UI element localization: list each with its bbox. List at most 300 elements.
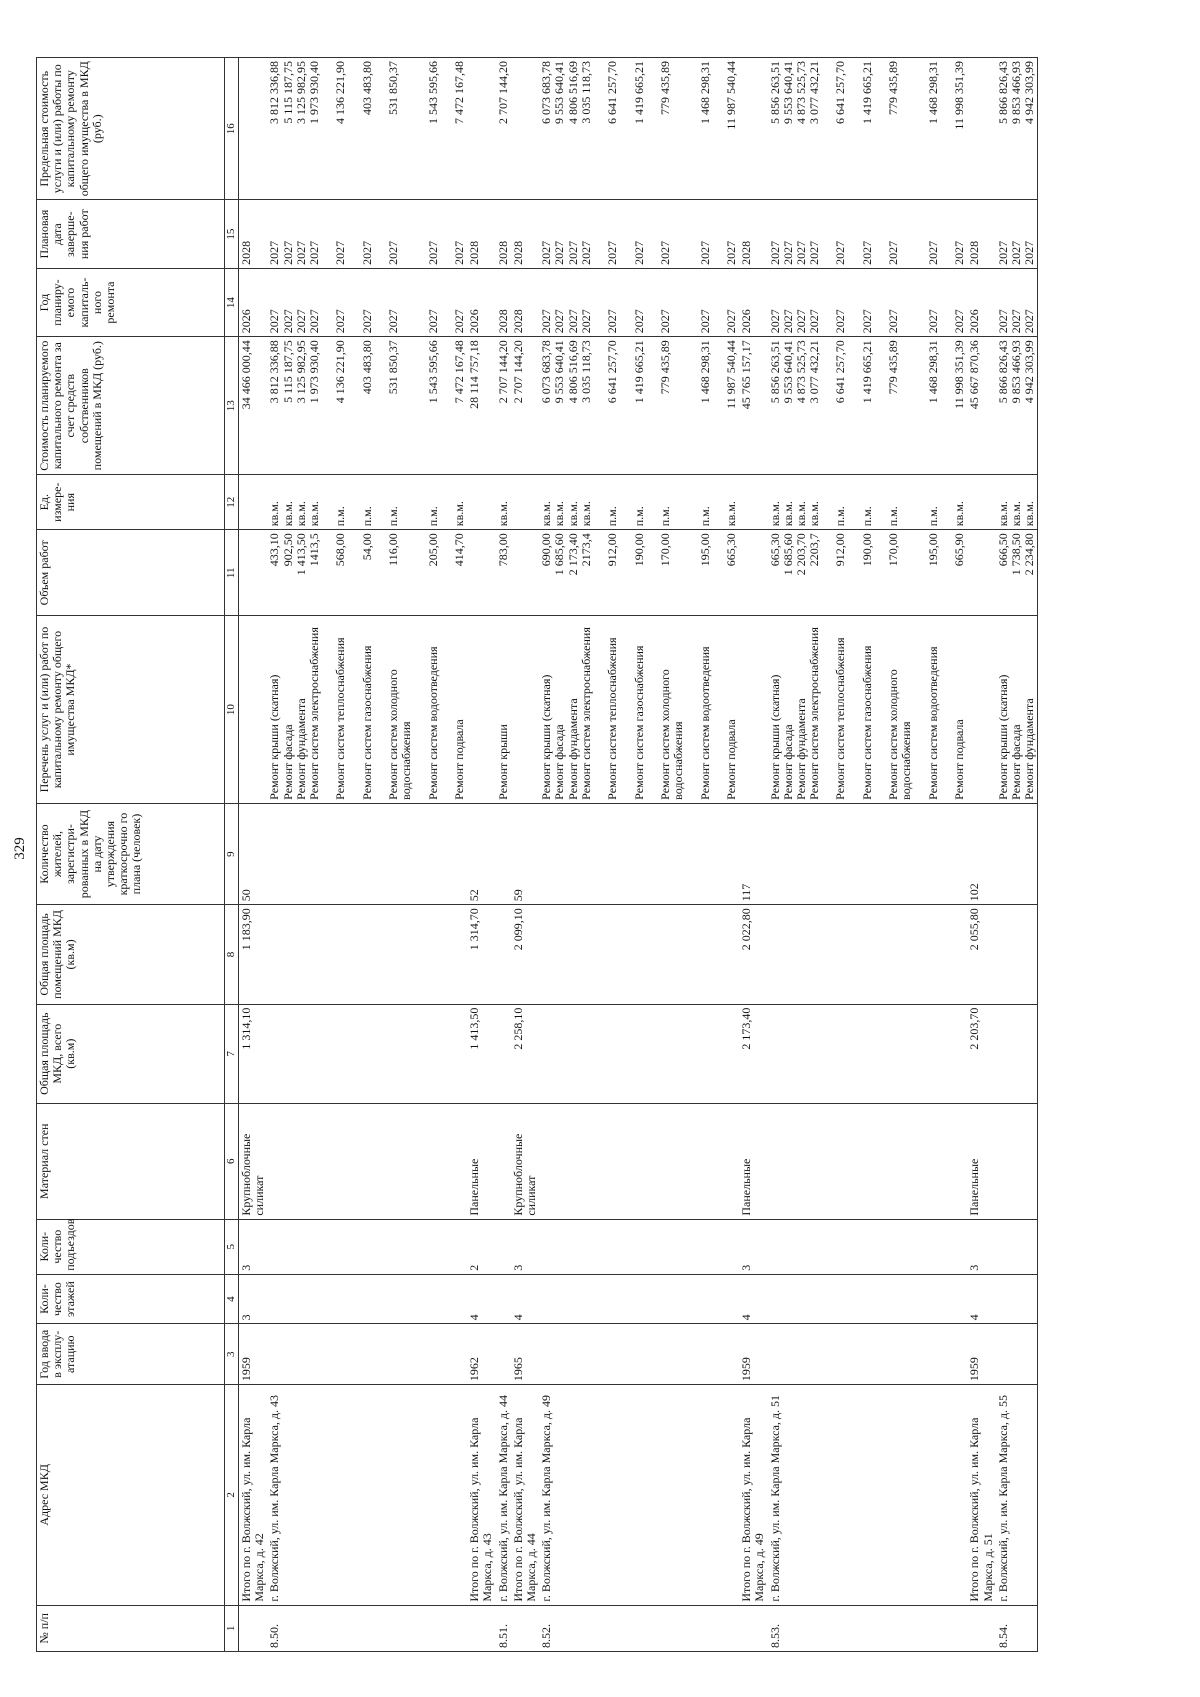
cell-line: 2027 (723, 309, 738, 334)
cell-mat (768, 1103, 968, 1219)
cell-line: Ремонт фундамента (293, 698, 308, 800)
table-row (539, 58, 739, 1652)
cell-num (967, 1605, 995, 1651)
cell-line: 2027 (552, 309, 567, 334)
cell-limit (467, 58, 495, 200)
cell-line: 2027 (925, 240, 940, 265)
cell-floors: 4 (739, 1274, 767, 1324)
cell-line: 2027 (578, 309, 593, 334)
cell-works (239, 616, 268, 804)
cell-end (539, 200, 739, 268)
cell-yr (511, 268, 539, 336)
cell-line: Ремонт систем холодного водоснабжения (386, 669, 414, 800)
total-row (239, 58, 268, 1652)
cell-line: 666,50 (995, 533, 1010, 567)
cell-line: 1 468 298,31 (925, 61, 940, 124)
cell-line: Ремонт фасада (780, 724, 795, 800)
cell-line: 4 806 516,69 (565, 61, 580, 124)
cell-line: кв.м. (807, 501, 822, 527)
cell-line: 779 435,89 (657, 61, 672, 115)
cell-line: Ремонт систем электроснабжения (578, 627, 593, 800)
cell-line: 2027 (386, 309, 401, 334)
cell-line: 2027 (995, 309, 1010, 334)
cell-yr (267, 268, 467, 336)
cell-line: 2027 (333, 240, 348, 265)
cell-line: 2026 (239, 309, 253, 334)
cell-cost (768, 337, 968, 475)
total-row (967, 58, 995, 1652)
cell-line: 2027 (578, 240, 593, 265)
cell-line: Ремонт фасада (280, 724, 295, 800)
cell-line: Ремонт крыши (скатная) (267, 674, 282, 800)
cell-line: 2 173,40 (565, 533, 580, 576)
cell-line: 5 856 263,51 (767, 61, 782, 124)
cell-line: 4 806 516,69 (565, 340, 580, 404)
cell-line: 2027 (833, 309, 848, 334)
cell-line: 779 435,89 (657, 340, 672, 395)
cell-end (996, 200, 1038, 268)
cell-line: Ремонт систем водоотведения (697, 646, 712, 800)
cell-vol (996, 530, 1038, 616)
cell-line: 2027 (859, 240, 874, 265)
cell-parea (496, 905, 511, 1004)
cell-addr: Итого по г. Волжский, ул. им. Карла Маркса, д. 49 (739, 1385, 767, 1606)
cell-line: кв.м. (578, 501, 593, 527)
cell-line: 2028 (239, 240, 253, 265)
column-header: Общая площадь помещений МКД (кв.м) (37, 905, 225, 1004)
cell-line: кв.м. (1008, 501, 1023, 527)
cell-unit (739, 475, 767, 530)
cell-addr: г. Волжский, ул. им. Карла Маркса, д. 49 (539, 1385, 739, 1606)
cell-yr (496, 268, 511, 336)
cell-entr (996, 1219, 1038, 1274)
cell-line: 2027 (657, 309, 672, 334)
cell-line: Ремонт подвала (452, 719, 467, 800)
cell-line: 2027 (807, 240, 822, 265)
cell-line: 45 765 157,17 (739, 340, 754, 410)
cell-line: Ремонт подвала (952, 719, 967, 800)
cell-num: 8.51. (496, 1605, 511, 1651)
cell-cost (996, 337, 1038, 475)
cell-area: 2 258,10 (511, 1004, 539, 1103)
cell-line: 11 987 540,44 (723, 340, 738, 409)
cell-line: 2027 (539, 240, 554, 265)
cell-num: 8.52. (539, 1605, 739, 1651)
cell-cost (511, 337, 539, 475)
cell-line: Ремонт систем водоотведения (925, 646, 940, 800)
cell-works (539, 616, 739, 804)
cell-line: 2026 (967, 309, 982, 334)
cell-line: кв.м. (1022, 501, 1037, 527)
cell-line: 403 483,80 (359, 61, 374, 115)
cell-line: 1 543 595,66 (425, 340, 440, 404)
cell-line: п.м. (697, 506, 712, 527)
cell-line: кв.м. (267, 501, 282, 527)
column-header: Стоимость планируемого капитального ремонта за счет средств собственников помещений в МКД (руб.) (37, 337, 225, 475)
column-number: 2 (225, 1385, 239, 1606)
table-row (496, 58, 511, 1652)
column-header: Объем работ (37, 530, 225, 616)
cell-line: 2027 (386, 240, 401, 265)
cell-cost (239, 337, 268, 475)
cell-cost (539, 337, 739, 475)
cell-line: Ремонт систем газоснабжения (859, 645, 874, 800)
cell-line: 2027 (293, 309, 308, 334)
cell-line: 1 468 298,31 (697, 61, 712, 124)
cell-entr (768, 1219, 968, 1274)
cell-line: кв.м. (452, 501, 467, 527)
cell-cost (967, 337, 995, 475)
cell-line: 2028 (739, 240, 754, 265)
cell-line: 2027 (886, 240, 901, 265)
cell-line: 28 114 757,18 (467, 340, 482, 409)
cell-line: 2027 (780, 309, 795, 334)
cell-num (467, 1605, 495, 1651)
cell-floors (496, 1274, 511, 1324)
cell-line: Ремонт крыши (скатная) (995, 674, 1010, 800)
cell-limit (267, 58, 467, 200)
cell-line: кв.м. (539, 501, 554, 527)
cell-line: 531 850,37 (386, 61, 401, 115)
cell-line: кв.м. (995, 501, 1010, 527)
cell-entr (267, 1219, 467, 1274)
cell-line: 2027 (306, 240, 321, 265)
cell-line: 2 203,70 (793, 533, 808, 576)
cell-line: 6 641 257,70 (605, 340, 620, 404)
cell-unit (239, 475, 268, 530)
column-number: 5 (225, 1219, 239, 1274)
cell-line: 4 873 525,73 (793, 61, 808, 124)
cell-line: 783,00 (495, 533, 510, 567)
column-number: 1 (225, 1605, 239, 1651)
cell-limit (511, 58, 539, 200)
cell-limit (996, 58, 1038, 200)
cell-line: п.м. (386, 506, 401, 527)
cell-works (967, 616, 995, 804)
cell-line: 4 136 221,90 (333, 340, 348, 404)
column-header: Год планиру-емого капиталь-ного ремонта (37, 268, 225, 336)
cell-line: 2027 (697, 309, 712, 334)
cell-vol (496, 530, 511, 616)
cell-line: 9 553 640,41 (552, 340, 567, 404)
cell-line: 5 856 263,51 (767, 340, 782, 404)
column-header: Адрес МКД (37, 1385, 225, 1606)
cell-line: 2027 (1022, 309, 1037, 334)
cell-line: кв.м. (723, 501, 738, 527)
cell-unit (967, 475, 995, 530)
cell-addr: г. Волжский, ул. им. Карла Маркса, д. 55 (996, 1385, 1038, 1606)
cell-line: кв.м. (495, 501, 510, 527)
cell-res (996, 803, 1038, 904)
cell-line: 2203,7 (807, 533, 822, 567)
column-header: Плановая дата заверше-ния работ (37, 200, 225, 268)
cell-mat (267, 1103, 467, 1219)
cell-line: кв.м. (793, 501, 808, 527)
cell-unit (996, 475, 1038, 530)
cell-line: Ремонт систем водоотведения (425, 646, 440, 800)
cell-line: 11 987 540,44 (723, 61, 738, 130)
cell-line: кв.м. (780, 501, 795, 527)
cell-area (496, 1004, 511, 1103)
cell-line: 2027 (1022, 240, 1037, 265)
cell-line: Ремонт систем теплоснабжения (833, 637, 848, 800)
cell-limit (496, 58, 511, 200)
cell-unit (267, 475, 467, 530)
cell-line: Ремонт систем теплоснабжения (333, 637, 348, 800)
column-number: 3 (225, 1324, 239, 1385)
cell-parea: 2 099,10 (511, 905, 539, 1004)
cell-line: 2027 (833, 240, 848, 265)
column-header: № п/п (37, 1605, 225, 1651)
cell-unit (539, 475, 739, 530)
cell-line: 1 419 665,21 (859, 340, 874, 404)
cell-line: п.м. (833, 506, 848, 527)
cell-yr (239, 268, 268, 336)
cell-vol (539, 530, 739, 616)
cell-vol (267, 530, 467, 616)
cell-num (239, 1605, 268, 1651)
cell-line: 9 853 466,93 (1008, 61, 1023, 124)
cell-addr: г. Волжский, ул. им. Карла Маркса, д. 51 (768, 1385, 968, 1606)
cell-entr: 3 (511, 1219, 539, 1274)
cell-line: 2028 (467, 240, 482, 265)
cell-entr (496, 1219, 511, 1274)
cell-line: 9 853 466,93 (1008, 340, 1023, 404)
cell-end (739, 200, 767, 268)
column-number: 10 (225, 616, 239, 804)
cell-limit (739, 58, 767, 200)
cell-line: 912,00 (605, 533, 620, 567)
cell-parea: 1 314,70 (467, 905, 495, 1004)
cell-line: 2027 (793, 309, 808, 334)
cell-works (996, 616, 1038, 804)
cell-end (768, 200, 968, 268)
cell-works (511, 616, 539, 804)
cell-year: 1959 (739, 1324, 767, 1385)
column-number: 8 (225, 905, 239, 1004)
cell-line: 1 468 298,31 (697, 340, 712, 404)
cell-line: 665,30 (767, 533, 782, 567)
cell-floors (539, 1274, 739, 1324)
cell-line: 2027 (280, 309, 295, 334)
cell-line: 205,00 (425, 533, 440, 567)
cell-line: 6 641 257,70 (833, 61, 848, 124)
cell-line: 2027 (267, 240, 282, 265)
cell-line: 6 641 257,70 (605, 61, 620, 124)
column-number: 14 (225, 268, 239, 336)
cell-year (768, 1324, 968, 1385)
cell-line: 3 077 432,21 (807, 340, 822, 404)
cell-unit (768, 475, 968, 530)
cell-area (768, 1004, 968, 1103)
cell-end (967, 200, 995, 268)
cell-line: 4 136 221,90 (333, 61, 348, 124)
cell-line: 1 419 665,21 (859, 61, 874, 124)
cell-end (267, 200, 467, 268)
cell-line: Ремонт систем электроснабжения (306, 627, 321, 800)
cell-line: 414,70 (452, 533, 467, 567)
cell-entr: 3 (967, 1219, 995, 1274)
cell-line: 2027 (280, 240, 295, 265)
cell-line: 2027 (631, 240, 646, 265)
total-row (739, 58, 767, 1652)
cell-line: 2 707 144,20 (510, 340, 525, 404)
cell-res: 117 (739, 803, 767, 904)
cell-addr: г. Волжский, ул. им. Карла Маркса, д. 43 (267, 1385, 467, 1606)
cell-line: 2027 (552, 240, 567, 265)
cell-yr (467, 268, 495, 336)
cell-line: 2027 (1008, 240, 1023, 265)
table-header-row (37, 58, 225, 1652)
cell-line: Ремонт крыши (скатная) (539, 674, 554, 800)
column-header: Перечень услуг и (или) работ по капитальному ремонту общего имущества МКД* (37, 616, 225, 804)
cell-parea (996, 905, 1038, 1004)
column-header: Ед. измере-ния (37, 475, 225, 530)
cell-line: 2027 (952, 309, 967, 334)
cell-line: 3 812 336,88 (267, 61, 282, 124)
cell-entr: 2 (467, 1219, 495, 1274)
cell-end (496, 200, 511, 268)
table-row (768, 58, 968, 1652)
cell-line: п.м. (657, 506, 672, 527)
cell-yr (996, 268, 1038, 336)
cell-addr: Итого по г. Волжский, ул. им. Карла Маркса, д. 42 (239, 1385, 268, 1606)
cell-year (996, 1324, 1038, 1385)
cell-line: 2027 (859, 309, 874, 334)
cell-cost (267, 337, 467, 475)
cell-line: 6 073 683,78 (539, 340, 554, 404)
cell-year (496, 1324, 511, 1385)
cell-line: кв.м. (767, 501, 782, 527)
cell-line: кв.м. (306, 501, 321, 527)
cell-res: 52 (467, 803, 495, 904)
cell-line: 9 553 640,41 (780, 340, 795, 404)
cell-line: 4 873 525,73 (793, 340, 808, 404)
cell-line: п.м. (925, 506, 940, 527)
cell-line: 2027 (631, 309, 646, 334)
cell-line: 5 866 826,43 (995, 340, 1010, 404)
cell-line: 11 998 351,39 (952, 61, 967, 130)
cell-num: 8.54. (996, 1605, 1038, 1651)
cell-line: 531 850,37 (386, 340, 401, 395)
cell-res (768, 803, 968, 904)
cell-line: кв.м. (565, 501, 580, 527)
cell-line: 190,00 (859, 533, 874, 567)
cell-line: 2026 (467, 309, 482, 334)
cell-line: 2028 (495, 309, 510, 334)
cell-line: 2027 (657, 240, 672, 265)
cell-line: 2027 (767, 240, 782, 265)
cell-vol (467, 530, 495, 616)
cell-line: 433,10 (267, 533, 282, 567)
column-number: 13 (225, 337, 239, 475)
cell-limit (239, 58, 268, 200)
cell-line: 2027 (452, 309, 467, 334)
cell-res: 102 (967, 803, 995, 904)
cell-vol (511, 530, 539, 616)
cell-line: 7 472 167,48 (452, 340, 467, 404)
cell-entr (539, 1219, 739, 1274)
cell-line: 2 234,80 (1022, 533, 1037, 576)
repair-plan-table (36, 57, 1038, 1652)
cell-year: 1959 (967, 1324, 995, 1385)
total-row (511, 58, 539, 1652)
cell-line: 690,00 (539, 533, 554, 567)
cell-res: 50 (239, 803, 268, 904)
cell-line: Ремонт фундамента (793, 698, 808, 800)
cell-parea: 1 183,90 (239, 905, 268, 1004)
cell-addr: Итого по г. Волжский, ул. им. Карла Маркса, д. 51 (967, 1385, 995, 1606)
cell-addr: Итого по г. Волжский, ул. им. Карла Маркса, д. 43 (467, 1385, 495, 1606)
cell-line: 195,00 (925, 533, 940, 567)
cell-line: 2028 (495, 240, 510, 265)
cell-line: 9 553 640,41 (780, 61, 795, 124)
cell-line: 2 707 144,20 (495, 61, 510, 124)
cell-line: Ремонт фундамента (565, 698, 580, 800)
cell-floors (267, 1274, 467, 1324)
cell-line: 4 942 303,99 (1022, 340, 1037, 404)
cell-floors (996, 1274, 1038, 1324)
cell-mat: Панельные (739, 1103, 767, 1219)
total-row (467, 58, 495, 1652)
cell-line: 6 641 257,70 (833, 340, 848, 404)
cell-unit (467, 475, 495, 530)
column-number: 4 (225, 1274, 239, 1324)
cell-line: 2027 (780, 240, 795, 265)
cell-area: 1 413,50 (467, 1004, 495, 1103)
cell-res: 59 (511, 803, 539, 904)
cell-line: Ремонт систем теплоснабжения (605, 637, 620, 800)
cell-line: 5 115 187,75 (280, 340, 295, 403)
cell-mat: Крупноблочные силикат (239, 1103, 268, 1219)
cell-area (267, 1004, 467, 1103)
cell-line: 4 942 303,99 (1022, 61, 1037, 124)
cell-line: 1 738,50 (1008, 533, 1023, 576)
cell-limit (967, 58, 995, 200)
cell-line: 2026 (739, 309, 754, 334)
cell-line: 2027 (539, 309, 554, 334)
column-header: Коли-чество подъездов (37, 1219, 225, 1274)
column-header: Коли-чество этажей (37, 1274, 225, 1324)
cell-cost (496, 337, 511, 475)
cell-line: п.м. (886, 506, 901, 527)
cell-line: 54,00 (359, 533, 374, 561)
cell-line: 2027 (333, 309, 348, 334)
cell-line: 2028 (967, 240, 982, 265)
cell-num (511, 1605, 539, 1651)
cell-line: 2027 (807, 309, 822, 334)
cell-line: 1 419 665,21 (631, 61, 646, 124)
cell-area: 1 314,10 (239, 1004, 268, 1103)
cell-line: 3 125 982,95 (293, 340, 308, 404)
cell-entr: 3 (239, 1219, 268, 1274)
cell-line: 116,00 (386, 533, 401, 566)
cell-line: 1 685,60 (552, 533, 567, 576)
table-row (996, 58, 1038, 1652)
cell-year (267, 1324, 467, 1385)
cell-line: 3 812 336,88 (267, 340, 282, 404)
cell-line: п.м. (425, 506, 440, 527)
cell-parea (539, 905, 739, 1004)
cell-line: 6 073 683,78 (539, 61, 554, 124)
cell-vol (967, 530, 995, 616)
cell-line: кв.м. (280, 501, 295, 527)
cell-entr: 3 (739, 1219, 767, 1274)
cell-line: 2027 (425, 309, 440, 334)
cell-addr: г. Волжский, ул. им. Карла Маркса, д. 44 (496, 1385, 511, 1606)
cell-area (996, 1004, 1038, 1103)
cell-line: Ремонт систем электроснабжения (807, 627, 822, 800)
